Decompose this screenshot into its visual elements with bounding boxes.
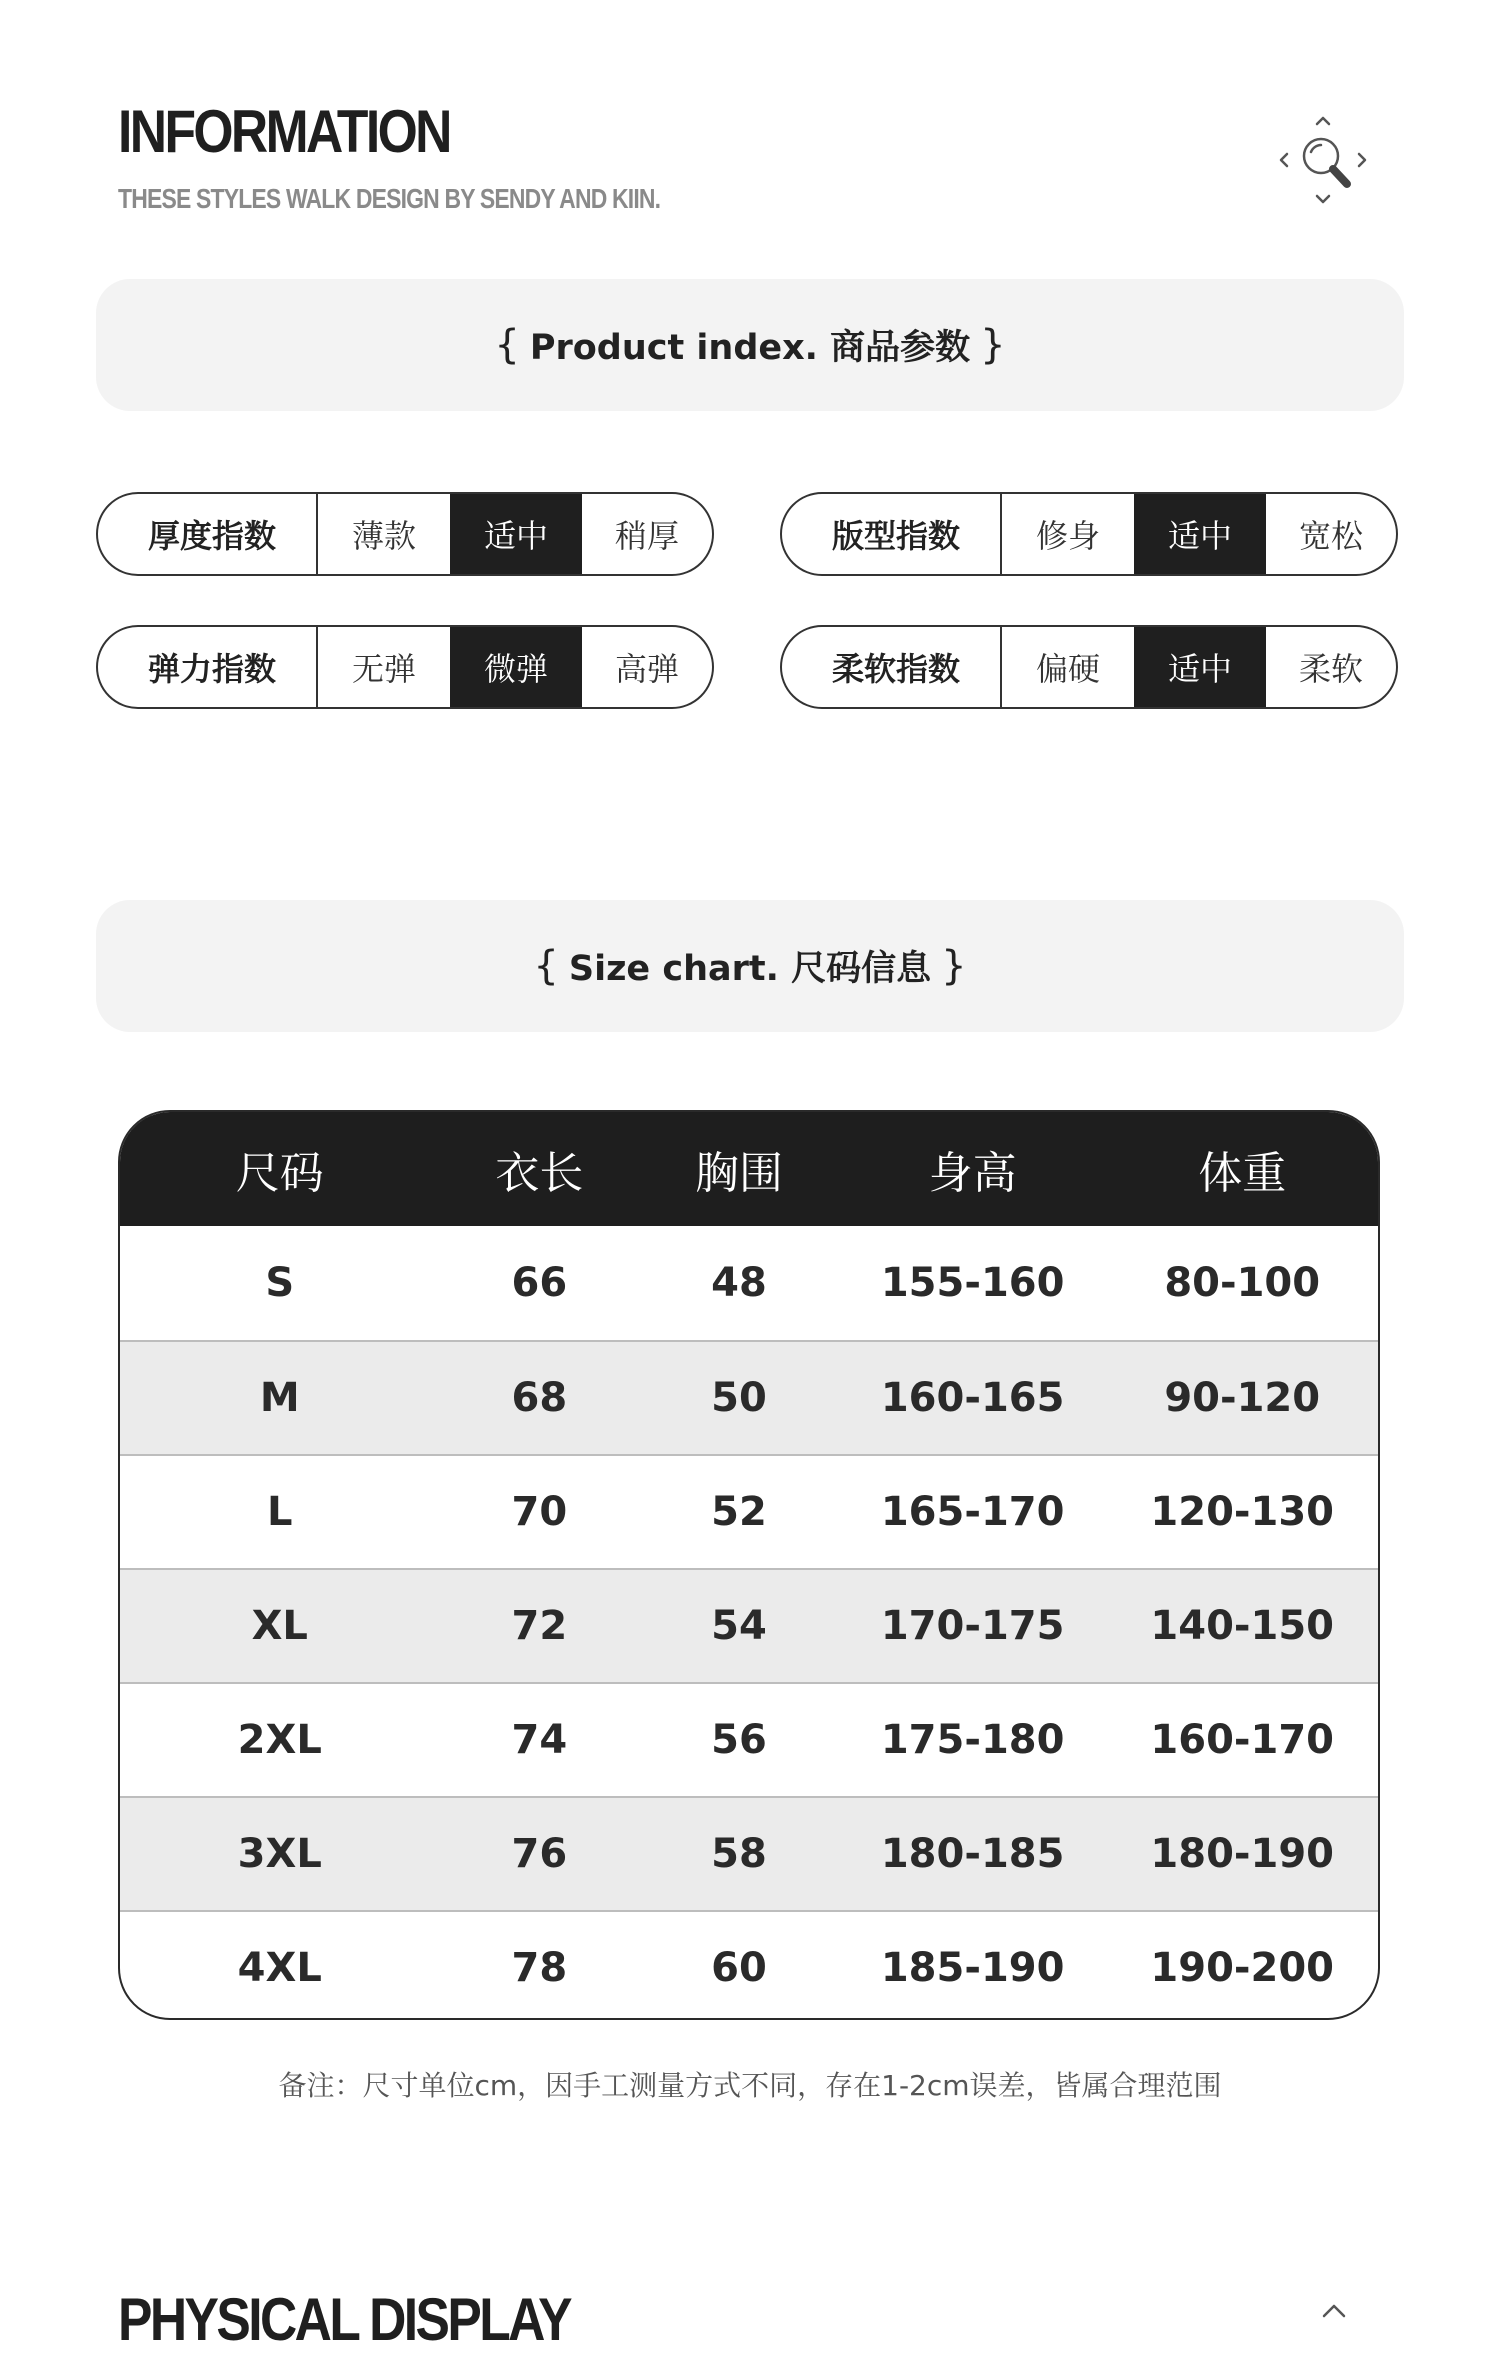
cell-chest: 48 <box>711 1260 767 1306</box>
cell-size: M <box>259 1375 300 1421</box>
chevron-up-icon <box>1316 2300 1352 2322</box>
brace-open: { <box>494 322 520 368</box>
cell-chest: 56 <box>711 1717 767 1763</box>
cell-length: 76 <box>511 1831 568 1877</box>
cell-height: 175-180 <box>880 1717 1065 1763</box>
index-label: 厚度指数 <box>98 494 318 574</box>
cell-length: 68 <box>511 1375 568 1421</box>
index-option-selected[interactable]: 适中 <box>450 494 582 574</box>
size-chart-title: Size chart. 尺码信息 <box>568 949 932 989</box>
cell-height: 155-160 <box>880 1260 1065 1306</box>
cell-weight: 190-200 <box>1150 1945 1335 1991</box>
column-header: 胸围 <box>695 1148 784 1199</box>
index-label: 弹力指数 <box>98 627 318 707</box>
cell-chest: 60 <box>711 1945 767 1991</box>
cell-length: 72 <box>511 1603 568 1649</box>
cell-size: XL <box>251 1603 308 1649</box>
cell-chest: 58 <box>711 1831 767 1877</box>
product-index-title: Product index. 商品参数 <box>529 328 971 368</box>
cell-length: 66 <box>511 1260 568 1306</box>
table-row <box>120 1340 1378 1454</box>
cell-size: L <box>266 1489 293 1535</box>
index-option[interactable]: 薄款 <box>351 517 416 555</box>
section-title: PHYSICAL DISPLAY <box>118 2286 570 2353</box>
table-row <box>120 1796 1378 1910</box>
table-row <box>120 1226 1378 1340</box>
column-header: 衣长 <box>495 1148 584 1199</box>
cell-length: 74 <box>511 1717 568 1763</box>
cell-weight: 180-190 <box>1150 1831 1335 1877</box>
size-table <box>118 1110 1380 2020</box>
cell-weight: 90-120 <box>1164 1375 1321 1421</box>
index-label: 版型指数 <box>782 494 1002 574</box>
cell-size: 4XL <box>237 1945 322 1991</box>
page-title: INFORMATION <box>118 98 450 165</box>
size-chart-banner <box>96 900 1404 1032</box>
cell-chest: 52 <box>711 1489 767 1535</box>
cell-height: 160-165 <box>880 1375 1065 1421</box>
index-option[interactable]: 无弹 <box>351 650 416 688</box>
page-subtitle: THESE STYLES WALK DESIGN BY SENDY AND KIIN. <box>118 183 661 214</box>
search-icon[interactable] <box>1275 112 1371 208</box>
cell-height: 165-170 <box>880 1489 1065 1535</box>
cell-chest: 50 <box>711 1375 767 1421</box>
index-label: 柔软指数 <box>782 627 1002 707</box>
index-softness <box>780 625 1398 709</box>
cell-height: 170-175 <box>880 1603 1065 1649</box>
index-option-selected[interactable]: 适中 <box>1134 627 1266 707</box>
column-header: 体重 <box>1198 1148 1287 1199</box>
cell-size: 3XL <box>237 1831 322 1877</box>
column-header: 尺码 <box>235 1148 324 1199</box>
index-option[interactable]: 宽松 <box>1298 517 1363 555</box>
table-row <box>120 1682 1378 1796</box>
brace-close: } <box>980 322 1006 368</box>
index-option[interactable]: 稍厚 <box>614 517 679 555</box>
cell-length: 70 <box>511 1489 568 1535</box>
cell-length: 78 <box>511 1945 568 1991</box>
index-fit <box>780 492 1398 576</box>
table-header <box>120 1112 1378 1226</box>
index-option[interactable]: 高弹 <box>614 650 679 688</box>
cell-weight: 80-100 <box>1164 1260 1321 1306</box>
size-note: 备注：尺寸单位cm，因手工测量方式不同，存在1-2cm误差，皆属合理范围 <box>278 2069 1222 2102</box>
index-option[interactable]: 偏硬 <box>1035 650 1100 688</box>
index-option[interactable]: 修身 <box>1035 517 1100 555</box>
cell-weight: 120-130 <box>1150 1489 1335 1535</box>
index-option-selected[interactable]: 适中 <box>1134 494 1266 574</box>
product-index-banner <box>96 279 1404 411</box>
cell-size: S <box>265 1260 295 1306</box>
cell-height: 180-185 <box>880 1831 1065 1877</box>
table-row <box>120 1454 1378 1568</box>
cell-size: 2XL <box>237 1717 322 1763</box>
cell-weight: 160-170 <box>1150 1717 1335 1763</box>
table-row <box>120 1910 1378 2020</box>
brace-close: } <box>941 943 967 989</box>
brace-open: { <box>533 943 559 989</box>
cell-weight: 140-150 <box>1150 1603 1335 1649</box>
table-row <box>120 1568 1378 1682</box>
cell-height: 185-190 <box>880 1945 1065 1991</box>
index-option[interactable]: 柔软 <box>1298 650 1363 688</box>
index-thickness <box>96 492 714 576</box>
index-option-selected[interactable]: 微弹 <box>450 627 582 707</box>
column-header: 身高 <box>928 1148 1017 1199</box>
index-elasticity <box>96 625 714 709</box>
cell-chest: 54 <box>711 1603 767 1649</box>
